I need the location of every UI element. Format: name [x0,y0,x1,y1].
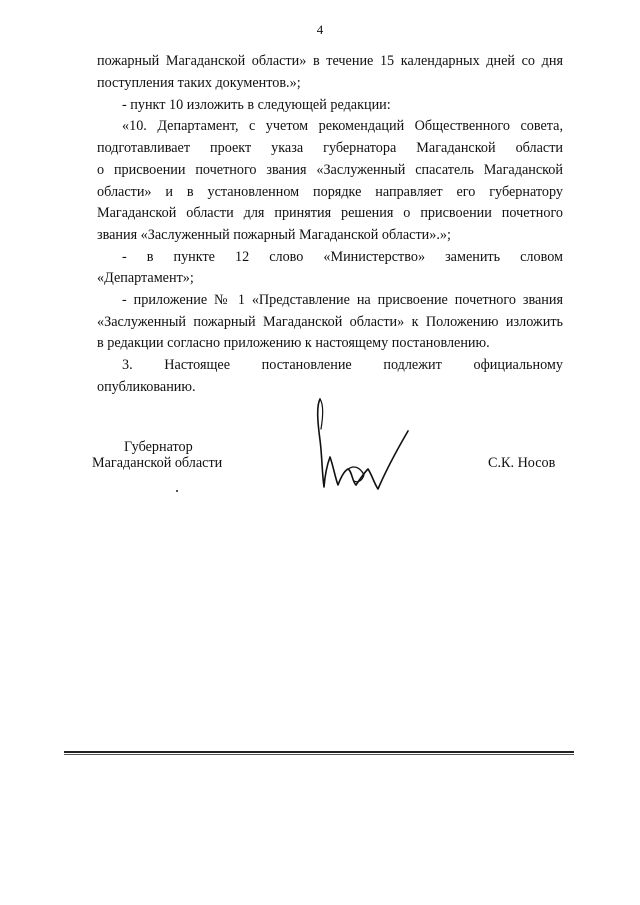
text-line-5: подготавливает проект указа губернатора Магаданской области [97,140,563,156]
text-line-2: поступления таких документов.»; [97,75,301,91]
signatory-position-line1: Губернатор [124,439,193,455]
signatory-position-line2: Магаданской области [92,455,223,471]
text-line-13: «Заслуженный пожарный Магаданской области» к Положению изложить [97,314,563,330]
text-line-12: - приложение № 1 «Представление на присвоение почетного звания [122,292,563,308]
stray-dot [176,490,178,492]
text-line-9: звания «Заслуженный пожарный Магаданской области».»; [97,227,451,243]
text-line-6: о присвоении почетного звания «Заслуженный спасатель Магаданской [97,162,563,178]
handwritten-signature [308,395,418,495]
horizontal-rule-thin [64,754,574,755]
text-line-11: «Департамент»; [97,270,194,286]
text-line-8: Магаданской области для принятия решения о присвоении почетного [97,205,563,221]
horizontal-rule [64,751,574,753]
text-line-4: «10. Департамент, с учетом рекомендаций Общественного совета, [122,118,563,134]
signatory-name: С.К. Носов [488,455,556,471]
page-number: 4 [316,22,324,37]
text-line-10: - в пункте 12 слово «Министерство» заменить словом [122,249,563,265]
text-line-3: - пункт 10 изложить в следующей редакции: [122,97,391,113]
text-line-7: области» и в установленном порядке направляет его губернатору [97,184,563,200]
text-line-16: опубликованию. [97,379,196,395]
text-line-14: в редакции согласно приложению к настоящему постановлению. [97,335,490,351]
text-line-15: 3. Настоящее постановление подлежит официальному [122,357,563,373]
text-line-1: пожарный Магаданской области» в течение 15 календарных дней со дня [97,53,563,69]
